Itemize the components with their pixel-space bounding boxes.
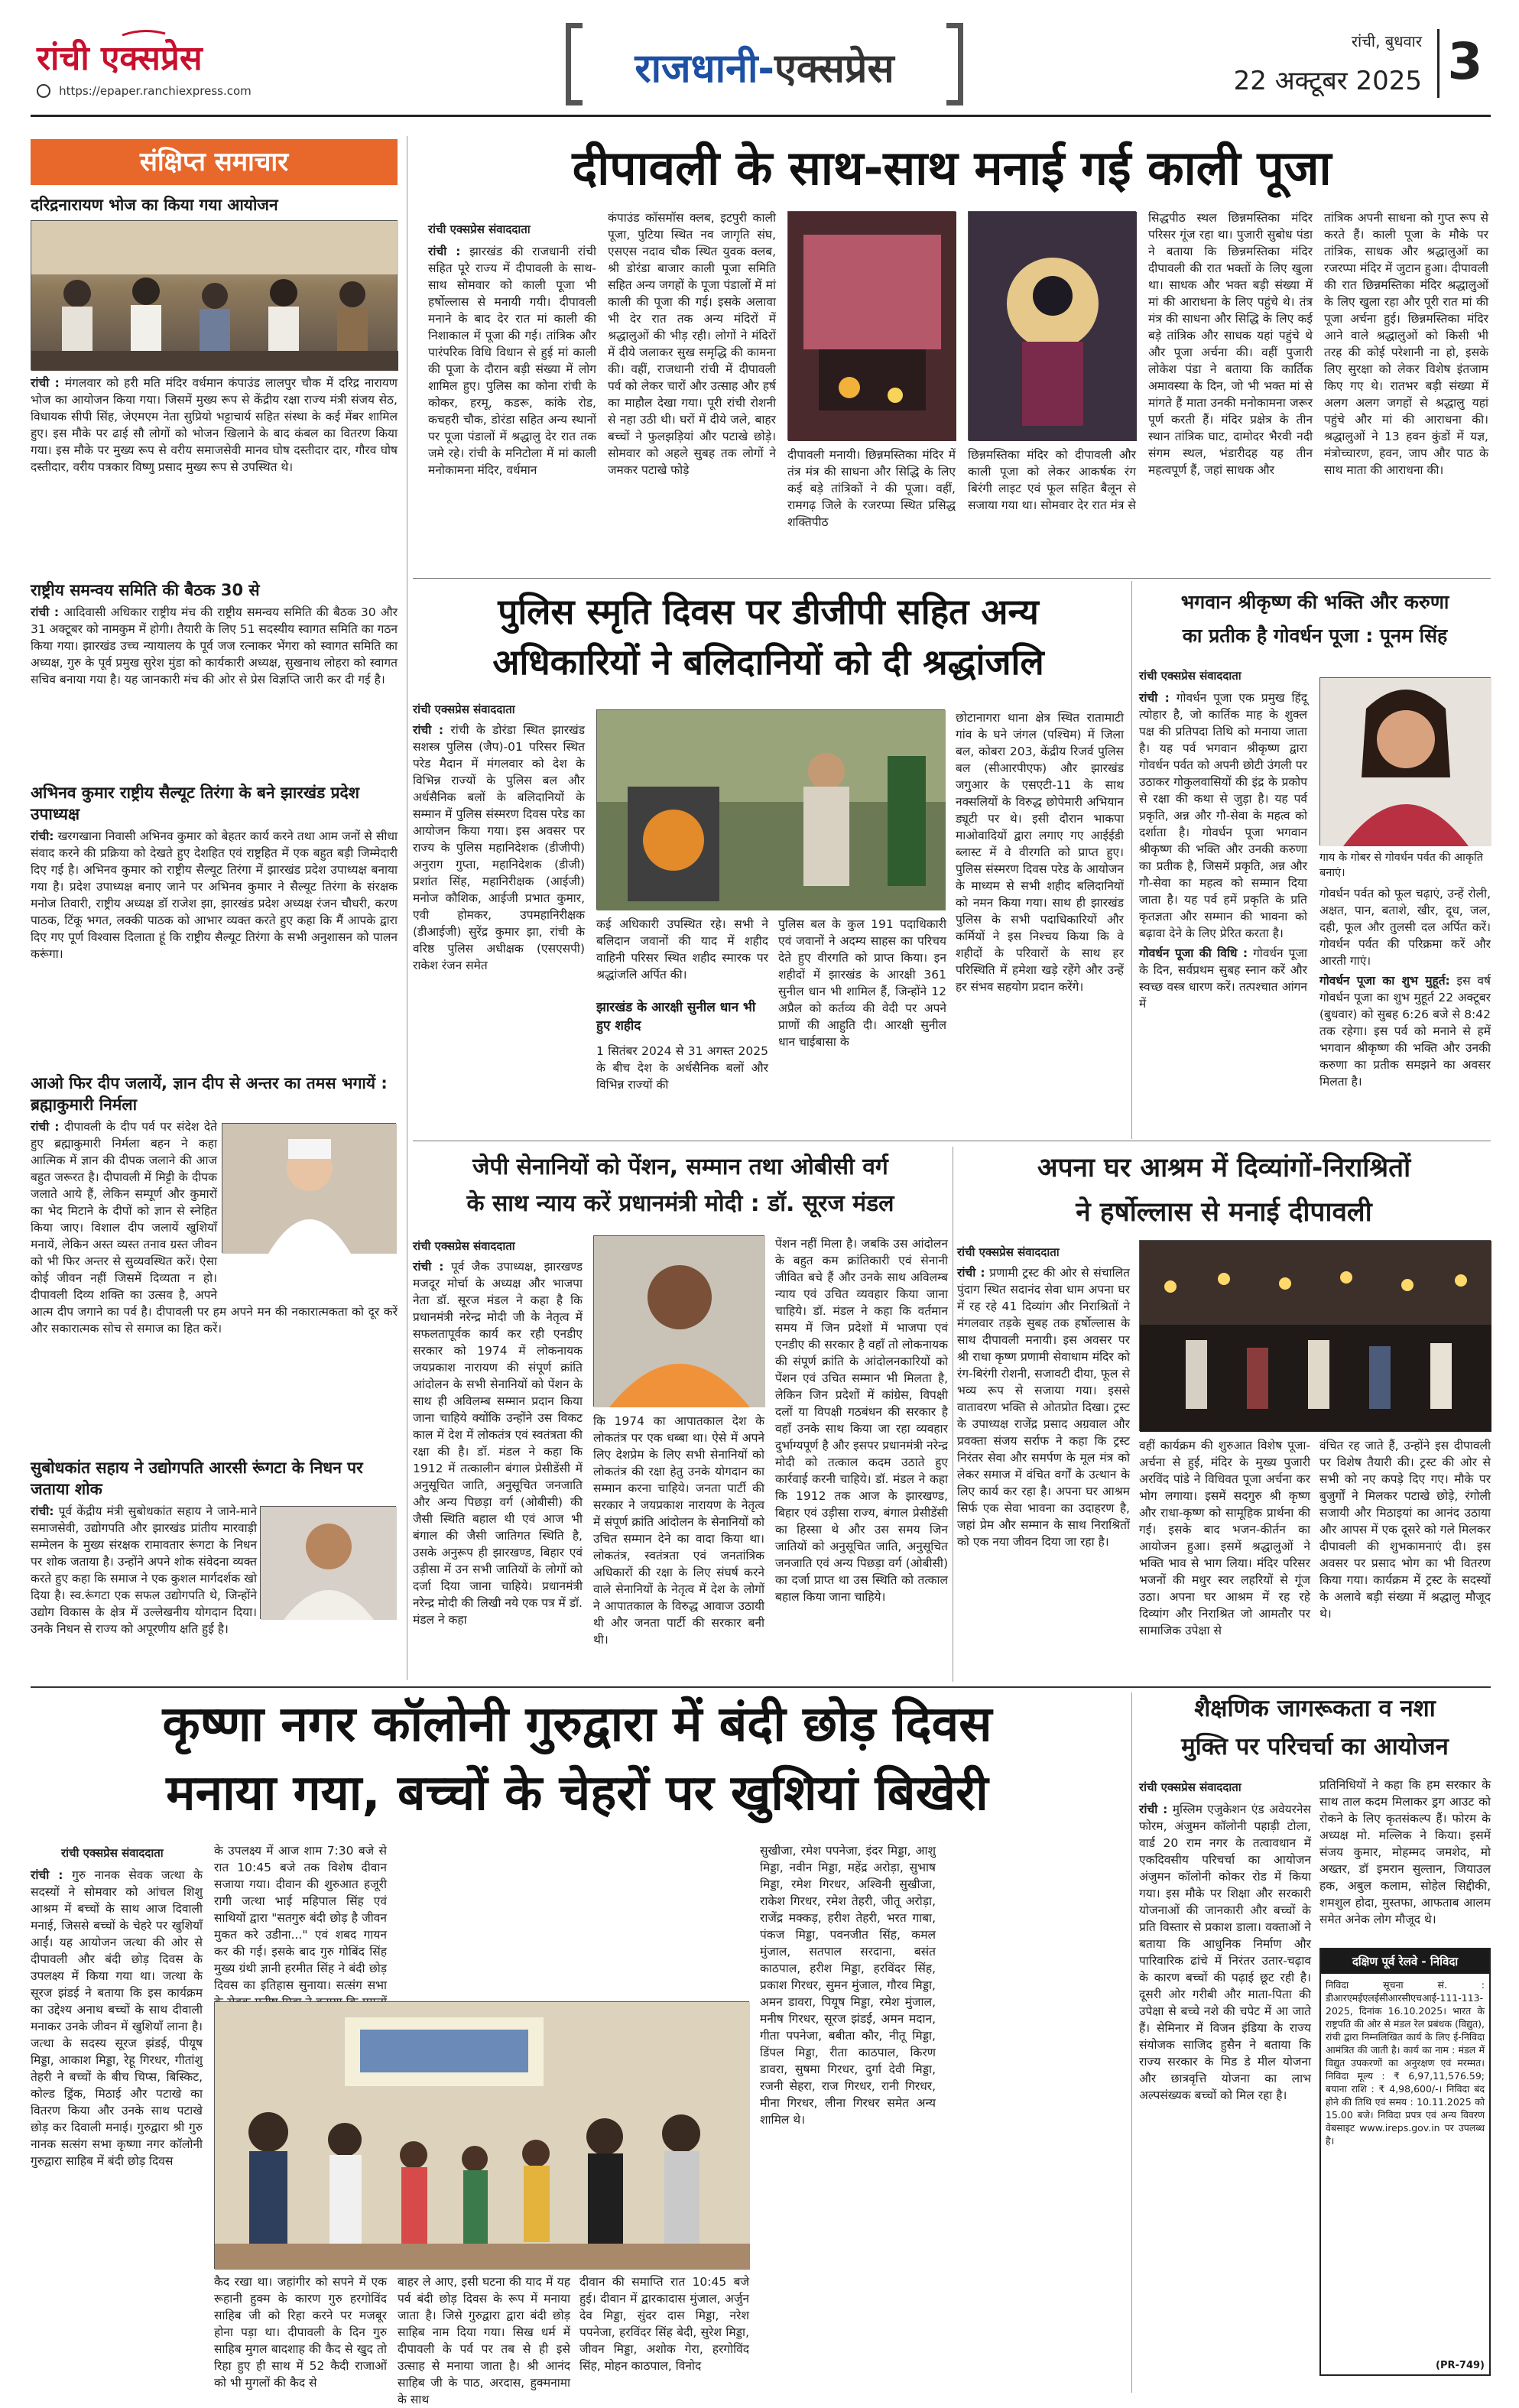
police-photo <box>596 709 945 910</box>
wreath-ceremony-photo-icon <box>597 710 946 910</box>
diwali-night-photo-icon <box>1140 1241 1491 1432</box>
gurudwara-text-1: गुरु नानक सेवक जत्था के सदस्यों ने सोमवार को आंचल शिशु आश्रम में बच्चों के साथ आज दिवाली मनाई, जिससे बच्चों के चेहरे पर खुशियाँ आईं। यह आयोजन जत्था की ओर से दीपावली और बंदी छोड़ दिवस के उपलक्ष्य में किया गया था। जत्था के सूरज झंडई ने बताया कि इस कार्यक्रम का उद्देश्य अनाथ बच्चों के साथ दीवाली मनाकर उनके जीवन में खुशियाँ लाना है। जत्था के सदस्य सूरज झंडई, पीयूष मिड्डा, आकाश मिड्डा, रेहू गिरधर, गीतांशु तेहरी ने बच्चों के बीच चिप्स, बिस्किट, कोल्ड ड्रिंक, मिठाई और पटाखे का वितरण किया और उनके साथ पटाखे छोड़ कर दिवाली मनाई। गुरुद्वारा श्री गुरु नानक सत्संग सभा कृष्णा नगर कॉलोनी गुरुद्वारा साहिब में बंदी छोड़ दिवस <box>31 1868 203 2168</box>
briefs-column <box>31 136 398 1680</box>
govardhan-text-1: गोवर्धन पूजा एक प्रमुख हिंदू त्योहार है, जो कार्तिक माह के शुक्ल पक्ष की प्रतिपदा तिथि को मनाया जाता है। यह पर्व भगवान श्रीकृष्ण द्वारा गोवर्धन पर्वत को अपनी छोटी उंगली पर उठाकर गोकुलवासियों की इंद्र के प्रकोप से रक्षा की कथा से जुड़ा है। यह पर्व प्रकृति, अन्न और गौ-सेवा के महत्व को दर्शाता है। गोवर्धन पूजा भगवान श्रीकृष्ण की भक्ति और उनकी करुणा का प्रतीक है, जिसमें प्रकृति, अन्न और गौ-सेवा का महत्व को सम्मान दिया जाता है। यह पर्व हमें प्रकृति के प्रति कृतज्ञता और सम्मान की भावना को बढ़ावा देने के लिए प्रेरित करता है। <box>1139 691 1307 940</box>
kali-col-4 <box>968 446 1136 572</box>
police-col-1 <box>413 722 585 1138</box>
gurudwara-headline-1: कृष्णा नगर कॉलोनी गुरुद्वारा में बंदी छोड़ दिवस <box>162 1696 992 1753</box>
edu-text-2: प्रतिनिधियों ने कहा कि हम सरकार के साथ ताल कदम मिलाकर ड्रग आउट को रोकने के लिए कृतसंकल्प हैं। फोरम के अध्यक्ष मो. मल्लिक ने किया। इसमें संजय कुमार, मोहम्मद जमशेद, मो अख्तर, डॉ इमरान सुल्तान, जियाउल हक, अबुल कलाम, सोहेल सिद्दीकी, शमशुल होदा, मुस्तफा, आफताब आलम समेत अनेक लोग मौजूद थे। <box>1319 1778 1491 1926</box>
govardhan-subhead-2: गोवर्धन पूजा का शुभ मुहूर्त: <box>1319 974 1450 988</box>
masthead-rule <box>31 115 1491 117</box>
gurudwara-text-3: बाहर ले आए, इसी घटना की याद में यह पर्व बंदी छोड़ दिवस के रूप में मनाया जाता है। जिसे गुरुद्वारा द्वारा बंदी छोड़ साहिब नाम दिया गया। सिख धर्म में दीपावली के पर्व पर तब से ही इसे उत्साह से मनाया जाता है। श्री आनंद साहिब जी के पाठ, अरदास, हुक्मनामा के साथ <box>398 2275 570 2406</box>
dateline: रांची : <box>1139 691 1170 705</box>
dateline: रांची: <box>31 829 54 843</box>
kali-photo-2 <box>968 211 1136 440</box>
right-bracket <box>946 23 963 105</box>
police-headline-1: पुलिस स्मृति दिवस पर डीजीपी सहित अन्य <box>498 591 1039 632</box>
byline: रांची एक्सप्रेस संवाददाता <box>957 1245 1060 1259</box>
brief-item <box>31 579 398 688</box>
gurudwara-col-2b <box>214 2273 387 2393</box>
tender-body: निविदा सूचना सं. : डीआरएमईएलईसीआरसीएचआई-111-113-2025, दिनांक 16.10.2025। भारत के राष्ट्रपति की ओर से मंडल रेल प्रबंधक (विद्युत), रांची द्वारा निम्नलिखित कार्य के लिए ई-निविदा आमंत्रित की जाती है। कार्य का नाम : मंडल में विद्युत उपकरणों का अनुरक्षण एवं मरम्मत। निविदा मूल्य : ₹ 6,97,11,576.59; बयाना राशि : ₹ 4,98,600/-। निविदा बंद होने की तिथि एवं समय : 10.11.2025 को 15.00 बजे। निविदा प्रपत्र एवं अन्य विवरण वेबसाइट www.ireps.gov.in पर उपलब्ध है। <box>1326 1979 1485 2147</box>
ashram-col-2 <box>1139 1437 1310 1677</box>
issue-date: 22 अक्टूबर 2025 <box>1233 66 1422 96</box>
jp-headline-2: के साथ न्याय करें प्रधानमंत्री मोदी : डॉ. सूरज मंडल <box>466 1190 894 1217</box>
dateline: रांची : <box>1139 1803 1168 1816</box>
kali-col-5 <box>1148 209 1313 572</box>
kali-text-1: झारखंड की राजधानी रांची सहित पूरे राज्य में दीपावली के साथ-साथ सोमवार को काली पूजा भी हर्षोल्लास से मनायी गयी। दीपावली मनाने के बाद देर रात मां काली की निशाकाल में पूजा की गई। तांत्रिक और पारंपरिक विधि विधान से हुई मां काली की पूजा के दौरान बड़ी संख्या में लोग शामिल हुए। पुलिस का कोना रांची के कोकर, हरमू, कडरू, कांके रोड, कचहरी चौक, डोरंडा सहित अन्य स्थानों पर पूजा पंडालों में श्रद्धालु देर रात तक जमे रहे। रांची के मनिटोला में मां काली मनोकामना मंदिर, वर्धमान <box>428 245 596 477</box>
police-headline-2: अधिकारियों ने बलिदानियों को दी श्रद्धांजलि <box>492 641 1044 683</box>
govardhan-headline-1: भगवान श्रीकृष्ण की भक्ति और करुणा <box>1180 591 1449 613</box>
police-text-2b: 1 सितंबर 2024 से 31 अगस्त 2025 के बीच देश के अर्धसैनिक बलों और विभिन्न राज्यों की <box>596 1044 768 1092</box>
jp-text-1: पूर्व जैक उपाध्यक्ष, झारखण्ड मजदूर मोर्चा के अध्यक्ष और भाजपा नेता डॉ. सूरज मंडल ने कहा है कि प्रधानमंत्री नरेन्द्र मोदी जी के नेतृत्व में सफलतापूर्वक कार्य कर रही एनडीए सरकार को 1974 में लोकनायक जयप्रकाश नारायण की संपूर्ण क्रांति आंदोलन के सभी सेनानियों को पेंशन के साथ ही अविलम्ब सम्मान प्रदान किया जाना चाहिये क्योंकि उन्होंने उस विकट काल में देश में लोकतंत्र एवं स्वतंत्रता की रक्षा की है। डॉ. मंडल ने कहा कि 1912 में तत्कालीन बंगाल प्रेसीडेंसी में अनुसूचित जाति, अनुसूचित जनजाति और अन्य पिछड़ा वर्ग (ओबीसी) की जैसी स्थिति बहाल थी एवं आज भी बंगाल की जैसी जातिगत स्थिति है, उसके अनुरूप ही झारखण्ड, बिहार एवं उड़ीसा में उन सभी जातियों के लोगों को दर्जा दिया जाना चाहिये। प्रधानमंत्री नरेन्द्र मोदी की लिखी नये एक पत्र में डॉ. मंडल ने कहा <box>413 1260 583 1627</box>
dateline: रांची : <box>413 723 444 737</box>
jp-text-3: पेंशन नहीं मिला है। जबकि उस आंदोलन के बहुत कम क्रांतिकारी एवं सेनानी जीवित बचे हैं और उनके साथ अविलम्ब न्याय एवं उचित व्यवहार किया जाना चाहिये। डॉ. मंडल ने कहा कि वर्तमान समय में जिन प्रदेशों में भाजपा एवं एनडीए की सरकार है वहाँ तो लोकनायक की संपूर्ण क्रांति के आंदोलनकारियों को पेंशन एवं उचित सम्मान भी मिलता है, लेकिन जिन प्रदेशों में कांग्रेस, विपक्षी दलों या विपक्षी गठबंधन की सरकार है वहाँ उनके साथ किया जा रहा व्यवहार दुर्भाग्यपूर्ण है और इसपर प्रधानमंत्री नरेन्द्र मोदी को तत्काल कदम उठाते हुए कार्रवाई करनी चाहिये। डॉ. मंडल ने कहा कि 1912 तक आज के झारखण्ड, बिहार एवं उड़ीसा राज्य, बंगाल प्रेसीडेंसी का हिस्सा थे और उस समय जिन जातियों को अनुसूचित जाति, अनुसूचित जनजाति एवं अन्य पिछड़ा वर्ग (ओबीसी) का दर्जा प्राप्त था उस स्थिति को तत्काल बहाल किया जाना चाहिये। <box>775 1237 948 1604</box>
gurudwara-col-1 <box>31 1867 203 2393</box>
gurudwara-text-4: दीवान की समाप्ति रात 10:45 बजे हुई। दीवान में द्वारकादास मुंजाल, अर्जुन देव मिड्डा, सुंदर दास मिड्डा, नरेश पपनेजा, हरविंदर सिंह बेदी, सुरेश मिड्डा, जीवन मिड्डा, अशोक गेरा, हरगोविंद सिंह, मोहन काठपाल, विनोद <box>579 2275 749 2373</box>
briefs-header: संक्षिप्त समाचार <box>31 139 398 185</box>
brief-item <box>31 194 398 475</box>
left-bracket <box>566 23 583 105</box>
ashram-text-3: वंचित रह जाते हैं, उन्होंने इस दीपावली पर विशेष तैयारी की। ट्रस्ट की ओर से सभी को नए कपड़े दिए गए। मौके पर बुजुर्गों ने मिलकर पटाखे छोड़े, रंगोली सजायी और मिठाइयां का आनंद उठाया और आपस में एक दूसरे को गले मिलकर दीपावली की शुभकामनाएं दी। इस अवसर पर प्रसाद भोग का भी वितरण किया गया। कार्यक्रम में ट्रस्ट के सदस्यों के अलावे बड़ी संख्या में श्रद्धालु मौजूद थे। <box>1319 1439 1491 1621</box>
edu-text-1: मुस्लिम एजुकेशन एंड अवेयरनेस फोरम, अंजुमन कॉलोनी पहाड़ी टोला, वार्ड 20 राम नगर के तत्वावधान में एकदिवसीय परिचर्चा का आयोजन अंजुमन कॉलोनी कोकर रोड में किया गया। इस मौके पर शिक्षा और सरकारी योजनाओं की जानकारी और बच्चों के प्रति विस्तार से प्रकाश डाला। वक्ताओं ने बताया कि आधुनिक निर्माण और पारिवारिक ढांचे में निरंतर उतार-चढ़ाव के कारण बच्चों की पढ़ाई छूट रही है। दूसरी ओर गरीबी और माता-पिता की उपेक्षा से बच्चे नशे की चपेट में आ जाते हैं। सेमिनार में विजन इंडिया के राज्य संयोजक साजिद हुसैन ने बताया कि राज्य सरकार के मिड डे मील योजना और छात्रवृत्ति योजना का लाभ अल्पसंख्यक बच्चों को मिल रहा है। <box>1139 1803 1311 2102</box>
police-text-1: रांची के डोरंडा स्थित झारखंड सशस्त्र पुलिस (जैप)-01 परिसर स्थित परेड मैदान में मंगलवार को देश के विभिन्न राज्यों के पुलिस बल और अर्धसैनिक बलों के बलिदानियों के सम्मान में पुलिस संस्मरण दिवस परेड का आयोजन किया गया। इस अवसर पर राज्य के पुलिस महानिदेशक (डीजीपी) अनुराग गुप्ता, महानिदेशक (डीजी) प्रशांत सिंह, महानिरीक्षक (आईजी) मनोज कौशिक, आईजी प्रभात कुमार, एवी होमकर, उपमहानिरीक्षक (डीआईजी) सुरेंद्र कुमार झा, रांची के वरिष्ठ पुलिस अधीक्षक (एसएसपी) राकेश रंजन समेत <box>413 723 586 972</box>
police-col-4 <box>956 709 1124 1138</box>
ashram-col-3 <box>1319 1437 1491 1677</box>
section-title <box>589 40 940 94</box>
section-rule <box>413 578 1491 579</box>
section-title-part1: राजधानी- <box>635 46 774 92</box>
jp-text-2a: कि 1974 का आपातकाल देश के लोकतंत्र पर एक धब्बा था। <box>593 1414 764 1445</box>
kali-puja-story <box>413 138 1491 573</box>
jp-story <box>413 1147 948 1682</box>
gurudwara-photo <box>214 2001 749 2269</box>
brief-headline: सुबोधकांत सहाय ने उद्योगपति आरसी रूंगटा के निधन पर जताया शोक <box>31 1459 363 1498</box>
ashram-text-1: प्रणामी ट्रस्ट की ओर से संचालित पुंदाग स्थित सदानंद सेवा धाम अपना घर में रह रहे 41 दिव्यांग और निराश्रितों ने मंगलवार तड़के सुबह तक हर्षोल्लास के साथ दीपावली मनायी। इस अवसर पर श्री राधा कृष्ण प्रणामी सेवाधाम मंदिर को रंग-बिरंगी रोशनी, सजावटी दीया, फूल से भव्य रूप से सजाया गया। इससे वातावरण भक्ति से ओतप्रोत दिखा। ट्रस्ट के उपाध्यक्ष राजेंद्र प्रसाद अग्रवाल और प्रवक्ता संजय सर्राफ ने कहा कि ट्रस्ट निरंतर सेवा और समर्पण के मूल मंत्र को लेकर समाज में वंचित वर्गों के उत्थान के लिए कार्य कर रहा है। अपना घर आश्रम सिर्फ एक सेवा भावना का उदाहरण है, जहां प्रेम और सम्मान के साथ निराश्रितों को एक नया जीवन दिया जा रहा है। <box>957 1266 1130 1549</box>
ashram-col-1 <box>957 1264 1130 1677</box>
suraj-mandal-photo <box>593 1235 764 1407</box>
ashram-headline-1: अपना घर आश्रम में दिव्यांगों-निराश्रितों <box>1037 1153 1411 1183</box>
brief-item <box>31 1457 398 1637</box>
gurudwara-text-2b: कैद रखा था। जहांगीर को सपने में एक रूहानी हुक्म के कारण गुरु हरगोविंद साहिब जी को रिहा करने पर मजबूर होना पड़ा था। दीपावली के दिन गुरु साहिब मुगल बादशाह की कैद से खुद तो रिहा हुए ही साथ में 52 कैदी राजाओं को भी मुगलों की कैद से <box>214 2275 387 2390</box>
ashram-photo <box>1139 1240 1491 1431</box>
brief-headline: आओ फिर दीप जलायें, ज्ञान दीप से अन्तर का तमस भगायें : ब्रह्माकुमारी निर्मला <box>31 1074 388 1114</box>
jp-headline-1: जेपी सेनानियों को पेंशन, सम्मान तथा ओबीसी वर्ग <box>472 1154 888 1180</box>
bhoj-photo <box>31 220 398 370</box>
kali-text-2: कंपाउंड कॉसमॉस क्लब, इटपुरी काली पूजा, पुटिया स्थित नव जागृति संघ, एसएस नदाव चौक स्थित युवक क्लब, श्री डोरंडा बाजार काली पूजा समिति सहित अन्य जगहों के पूजा पंडालों में मां काली की पूजा की गई। इसके अलावा भी देर रात तक अन्य मंदिरों में श्रद्धालुओं की भीड़ रही। लोगों ने मंदिरों में दीये जलाकर सुख समृद्धि की कामना की। वहीं, राजधानी रांची में दीपावली पर्व को लेकर चारों और उत्साह और हर्ष का माहौल देखा गया। पूरी रांची रोशनी से नहा उठी थी। घरों में दीये जले, बाहर बच्चों ने फुलझड़ियां और पटाखे छोड़े। सोमवार को अहले सुबह तक लोगों ने जमकर पटाखे फोड़े <box>608 211 776 477</box>
kali-col-3 <box>787 446 956 572</box>
jp-col-3 <box>775 1235 948 1682</box>
portrait-photo-icon <box>261 1507 397 1620</box>
dateline: रांची : <box>31 1868 63 1882</box>
brief-body: दीपावली के दीप पर्व पर संदेश देते हुए ब्रह्माकुमारी निर्मला बहन ने कहा आत्मिक में ज्ञान की दीपक जलाने की आज बहुत जरूरत है। दीपावली में मिट्टी के दीपक जलाते आये हैं, लेकिन सम्पूर्ण और कुमारों का भेद मिटाने के दीपों को ज्ञान से स्नेहित किया जाए। विशाल दीप जलायें खुशियाँ मनायें, लेकिन अस्त व्यस्त तनाव ग्रस्त जीवन को भी फिर अन्तर से सुव्यवस्थित करें। ऐसा कोई जीवन नहीं जिसमें दिव्यता न हो। दीपावली दिव्य शक्ति का उत्सव है, अपने आत्म दीप जगाने का पर्व है। दीपावली पर हम अपने मन की नकारात्मकता को दूर करें और सकारात्मक सोच से समाज का हित करें। <box>31 1120 398 1335</box>
woman-portrait-photo-icon <box>1320 678 1491 846</box>
section-title-part2: एक्सप्रेस <box>774 46 894 92</box>
tender-code: (PR-749) <box>1436 2360 1485 2371</box>
brief-item <box>31 1073 398 1337</box>
dateline: रांची : <box>31 1120 60 1134</box>
police-col-3 <box>778 916 946 1138</box>
people-photo-icon <box>31 221 398 371</box>
jp-col-1 <box>413 1258 583 1682</box>
govardhan-photo-caption: गाय के गोबर से गोवर्धन पर्वत की आकृति बनाएं। <box>1319 852 1484 879</box>
page-number: 3 <box>1437 29 1491 98</box>
kali-headline: दीपावली के साथ-साथ मनाई गई काली पूजा <box>572 140 1332 196</box>
idol-photo-icon <box>969 212 1137 441</box>
govardhan-col-2 <box>1319 885 1491 1139</box>
byline: रांची एक्सप्रेस संवाददाता <box>428 222 531 236</box>
kali-photo-1 <box>787 211 956 440</box>
byline: रांची एक्सप्रेस संवाददाता <box>413 703 515 716</box>
man-portrait-photo-icon <box>594 1236 765 1407</box>
govardhan-col-1 <box>1139 690 1307 1139</box>
govardhan-headline-2: का प्रतीक है गोवर्धन पूजा : पूनम सिंह <box>1182 625 1448 647</box>
ashram-headline-2: ने हर्षोल्लास से मनाई दीपावली <box>1076 1197 1372 1228</box>
govardhan-text-2: गोवर्धन पूजा के दिन, सर्वप्रथम सुबह स्नान करें और स्वच्छ वस्त्र धारण करें। तत्पश्चात आंगन में <box>1139 946 1307 1011</box>
kali-text-4: छिन्नमस्तिका मंदिर को दीपावली और काली पूजा को लेकर आकर्षक रंग बिरंगी लाइट एवं फूल सहित बैलून से सजाया गया था। सोमवार देर रात मंत्र से <box>968 448 1136 512</box>
byline: रांची एक्सप्रेस संवाददाता <box>61 1846 164 1860</box>
police-col-2b <box>596 1043 768 1138</box>
tender-title: दक्षिण पूर्व रेलवे - निविदा <box>1321 1949 1489 1974</box>
ashram-story <box>957 1150 1491 1685</box>
edu-headline-2: मुक्ति पर परिचर्चा का आयोजन <box>1181 1733 1449 1761</box>
brief-item <box>31 782 398 962</box>
url-bar[interactable] <box>37 83 327 101</box>
dateline: रांची : <box>957 1266 985 1280</box>
gurudwara-headline-2: मनाया गया, बच्चों के चेहरों पर खुशियां बिखेरी <box>166 1765 988 1822</box>
govardhan-text-4: इस वर्ष गोवर्धन पूजा का शुभ मुहूर्त 22 अक्टूबर (बुधवार) को सुबह 6:26 बजे से 8:42 तक रहेगा। इस पर्व को मनाने से हमें भगवान श्रीकृष्ण की भक्ति और उनकी करुणा का प्रतीक समझने का अवसर मिलता है। <box>1319 974 1491 1089</box>
subodhkant-photo <box>260 1506 396 1619</box>
byline: रांची एक्सप्रेस संवाददाता <box>413 1239 515 1253</box>
kali-text-5: सिद्धपीठ स्थल छिन्नमस्तिका मंदिर परिसर गूंज रहा था। पुजारी सुबोध पंडा ने बताया कि छिन्नमस्तिका मंदिर दीपावली की रात भक्तों के लिए खुला था। साधक और भक्त बड़ी संख्या में मां की आराधना के लिए पहुंचे थे। तंत्र मंत्र की साधना और सिद्धि के लिए कई बड़े तांत्रिक और साधक यहां पहुंचे थे और पूजा अर्चना की। वहीं पुजारी लोकेश पंडा ने बताया कि कार्तिक अमावस्या के दिन, जो भी भक्त मां से मांगते हैं माता उनकी मनोकामना जरूर पूर्ण करती हैं। मंदिर प्रक्षेत्र के तीन स्थान तांत्रिक घाट, दामोदर भैरवी नदी संगम स्थल, भंडारीदह यह तीन महत्वपूर्ण हैं, जहां साधक और <box>1148 211 1313 477</box>
kali-col-1 <box>428 243 596 572</box>
gurudwara-text-5: सुखीजा, रमेश पपनेजा, इंदर मिड्डा, आशु मिड्डा, नवीन मिड्डा, महेंद्र अरोड़ा, सुभाष मिड्डा, रमेश गिरधर, अश्विनी सुखीजा, राकेश गिरधर, रमेश तेहरी, जीतू अरोड़ा, राजेंद्र मक्कड़, हरीश तेहरी, भरत गाबा, पंकज मिड्डा, पवनजीत सिंह, कमल मुंजाल, सतपाल सरदाना, बसंत काठपाल, हरीश मिड्डा, हरविंदर सिंह, प्रकाश गिरधर, सुमन मुंजाल, गौरव मिड्डा, अमन डावरा, पियूष मिड्डा, रमेश मुंजाल, मनीष गिरधर, सूरज झंडई, अमन मदान, गीता पपनेजा, बबीता कौर, नीतू मिड्डा, डिंपल मिड्डा, रीता काठपाल, किरण डावरा, सुषमा गिरधर, दुर्गा देवी मिड्डा, रजनी सेहरा, राज गिरधर, रानी गिरधर, मीना गिरधर, लीना गिरधर समेत अन्य शामिल थे। <box>760 1844 936 2127</box>
kali-col-2 <box>608 209 776 572</box>
govardhan-story <box>1139 589 1491 1139</box>
dateline: रांची : <box>413 1260 444 1274</box>
brief-headline: राष्ट्रीय समन्वय समिति की बैठक 30 से <box>31 581 260 599</box>
kali-text-6: तांत्रिक अपनी साधना को गुप्त रूप से करते हैं। काली पूजा के मौके पर तांत्रिक, साधक और श्रद्धालुओं का रजरप्पा मंदिर में जुटान हुआ। दीपावली की रात छिन्नमस्तिका मंदिर श्रद्धालुओं के लिए खुला रहा और पूरी रात मां की पूजा अर्चना हुई। छिन्नमस्तिका मंदिर आने वाले श्रद्धालुओं को किसी भी तरह की कोई परेशानी ना हो, इसके लिए सुरक्षा को लेकर विशेष इंतजाम किए गए थे। रातभर बड़ी संख्या में अलग अलग जगहों से श्रद्धालु यहां पहुंचे और मां की आराधना की। श्रद्धालुओं ने 13 हवन कुंडों में यज्ञ, मंत्रोच्चारण, हवन, जाप और पाठ के साथ माता की आराधना की। <box>1324 211 1488 477</box>
edu-headline-1: शैक्षणिक जागरूकता व नशा <box>1194 1695 1436 1722</box>
byline: रांची एक्सप्रेस संवाददाता <box>1139 1780 1241 1794</box>
police-text-2a: कई अधिकारी उपस्थित रहे। सभी ने बलिदान जवानों की याद में शहीद वाहिनी परिसर स्थित शहीद स्मारक पर श्रद्धांजलि अर्पित की। <box>596 917 768 982</box>
brief-body: पूर्व केंद्रीय मंत्री सुबोधकांत सहाय ने जाने-माने समाजसेवी, उद्योगपति और झारखंड प्रांतीय मारवाड़ी सम्मेलन के मुख्य संरक्षक रामावतार रूंगटा के निधन पर शोक जताया है। उन्होंने अपने शोक संवेदना व्यक्त करते हुए कहा कि समाज ने एक कुशल मार्गदर्शक खो दिया है। स्व.रूंगटा एक सफल उद्योगपति थे, जिन्होंने उद्योग विकास के क्षेत्र में उल्लेखनीय योगदान दिया। उनके निधन से राज्य को अपूरणीय क्षति हुई है। <box>31 1504 257 1636</box>
group-photo-icon <box>215 2002 750 2270</box>
gurudwara-text-2: के उपलक्ष्य में आज शाम 7:30 बजे से रात 10:45 बजे तक विशेष दीवान सजाया गया। दीवान की शुरुआत हजूरी रागी जत्था भाई महिपाल सिंह एवं साथियों द्वारा "सतगुरु बंदी छोड़ है जीवन मुकत करे उडीना..." एवं शबद गायन कर की गई। इसके बाद गुरु गोबिंद सिंह मुख्य ग्रंथी ज्ञानी हरमीत सिंह ने बंदी छोड़ दिवस का इतिहास सुनाया। सत्संग सभा <box>214 1844 387 1992</box>
date-block <box>1223 31 1422 115</box>
section-title-box <box>566 23 963 107</box>
govardhan-subhead-1: गोवर्धन पूजा की विधि : <box>1139 946 1248 960</box>
dateline: रांची : <box>428 245 461 258</box>
police-text-3: पुलिस बल के कुल 191 पदाधिकारी एवं जवानों ने अदम्य साहस का परिचय देते हुए वीरगति को प्राप्त किया। इन शहीदों में झारखंड के आरक्षी 361 सुनील धान भी शामिल हैं, जिन्होंने 12 अप्रैल को कर्तव्य की वेदी पर अपने प्राणों की आहुति दी। आरक्षी सुनील धान चाईबासा के <box>778 917 946 1049</box>
logo-text: रांची एक्सप्रेस <box>37 39 203 78</box>
nirmala-photo <box>222 1123 396 1253</box>
tender-box <box>1319 1948 1491 2376</box>
brief-headline: अभिनव कुमार राष्ट्रीय सैल्यूट तिरंगा के बने झारखंड प्रदेश उपाध्यक्ष <box>31 784 359 823</box>
dateline: रांची: <box>31 1504 54 1518</box>
gurudwara-col-2 <box>214 1842 387 1995</box>
ashram-text-2: वहीं कार्यक्रम की शुरुआत विशेष पूजा-अर्चना से हुई, मंदिर के मुख्य पुजारी अरविंद पांडे ने विधिवत पूजा अर्चना कर भोग लगाया। इसमें सदगुरु श्री कृष्ण और राधा-कृष्ण को सामूहिक प्रार्थना की गई। इसके बाद भजन-कीर्तन का आयोजन हुआ। इसमें श्रद्धालुओं ने भक्ति भाव से भाग लिया। मंदिर परिसर भजनों की मधुर स्वर लहरियों से गूंज उठा। अपना घर आश्रम में रह रहे दिव्यांग और निराश्रित जो आमतौर पर सामाजिक उपेक्षा से <box>1139 1439 1310 1637</box>
brief-body: खरगखाना निवासी अभिनव कुमार को बेहतर कार्य करने तथा आम जनों से सीधा संवाद करने की प्रक्रिया को देखते हुए देशहित एवं राष्ट्रहित में एक बहुत बड़ी जिम्मेदारी दिए गई है। अभिनव कुमार को राष्ट्रीय सैल्यूट तिरंगा में झारखंड प्रदेश उपाध्यक्ष बनाया गया है। प्रदेश उपाध्यक्ष बनाए जाने पर अभिनव कुमार ने सैल्यूट तिरंगा के संरक्षक मनोज तिवारी, राष्ट्रीय अध्यक्ष डॉ राजेश झा, झारखंड प्रदेश अध्यक्ष रंजन चौधरी, करण पाठक, टिंकू भगत, लक्की पाठक को आभार व्यक्त करते हुए कहा कि मैं आपके द्वारा दिए गए पूर्ण विश्वास दिलाता हूं कि राष्ट्रीय सैल्यूट तिरंगा के सभी अनुशासन को पालन करूंगा। <box>31 829 398 961</box>
gurudwara-col-4 <box>579 2273 749 2393</box>
gurudwara-col-3 <box>398 2273 570 2406</box>
masthead <box>0 0 1519 136</box>
police-text-4: छोटानागरा थाना क्षेत्र स्थित रातामाटी गांव के घने जंगल (पश्चिम) में जिला बल, कोबरा 203, केंद्रीय रिजर्व पुलिस बल (सीआरपीएफ) और झारखंड जगुआर के एसएटी-11 के साथ नक्सलियों के विरुद्ध छोपेमारी अभियान ड्यूटी पर थे। इसी दौरान भाकपा माओवादियों द्वारा लगाए गए आईईडी ब्लास्ट में वे वीरगति को प्राप्त हुए। पुलिस संस्मरण दिवस परेड के आयोजन के माध्यम से सभी शहीद बलिदानियों को नमन किया गया। साथ ही झारखंड पुलिस के सभी पदाधिकारियों और कर्मियों ने इस निश्चय किया कि वे शहीदों के परिवारों के साथ हर परिस्थिति में हमेशा खड़े रहेंगे और उन्हें हर संभव सहयोग प्रदान करेंगे। <box>956 711 1124 994</box>
brief-body: आदिवासी अधिकार राष्ट्रीय मंच की राष्ट्रीय समन्वय समिति की बैठक 30 और 31 अक्टूबर को नामकुम में होगी। तैयारी के लिए 51 सदस्यीय स्वागत समिति का गठन किया गया। झारखंड उच्च न्यायालय के पूर्व जज रत्नाकर भेंगरा को स्वागत समिति का अध्यक्ष, गुरु के पूर्व प्रमुख सुरेश मुंडा को कार्यकारी अध्यक्ष, सुखनाथ लोहरा को स्वागत सचिव बनाया गया है। यह जानकारी मंच की ओर से प्रेस विज्ञप्ति जारी कर दी गई है। <box>31 605 398 686</box>
edu-col-1 <box>1139 1801 1311 2229</box>
jp-text-2: ऐसे में अपने लिए देशप्रेम के लिए सभी सेनानियों को लोकतंत्र की रक्षा हेतु उनके योगदान का सम्मान करना चाहिये। जनता पार्टी की सरकार ने जयप्रकाश नारायण के नेतृत्व में संपूर्ण क्रांति आंदोलन के सेनानियों को उचित सम्मान देने का वादा किया था। लोकतंत्र, स्वतंत्रता एवं जनतांत्रिक अधिकारों की रक्षा के लिए संघर्ष करने वाले सेनानियों के नेतृत्व में देश के लोगों ने आपातकाल के विरुद्ध आवाज उठायी थी और जनता पार्टी की सरकार बनी थी। <box>593 1431 764 1647</box>
poonam-photo <box>1319 677 1491 845</box>
masthead-logo[interactable] <box>37 29 304 78</box>
speaker-photo-icon <box>222 1124 397 1254</box>
puja-photo-icon <box>788 212 956 441</box>
govardhan-text-3: गोवर्धन पर्वत को फूल चढ़ाएं, उन्हें रोली, अक्षत, पान, बताशे, खीर, दूध, जल, दही, फूल और तुलसी दल अर्पित करें। गोवर्धन पर्वत की परिक्रमा करें और आरती गाएं। <box>1319 887 1491 968</box>
brief-body: मंगलवार को हरी मति मंदिर वर्धमान कंपाउंड लालपुर चौक में दरिद्र नारायण भोज का आयोजन किया गया। जिसमें मुख्य रूप से केंद्रीय रक्षा राज्य मंत्री संजय सेठ, विधायक सीपी सिंह, जेएमएम नेता सुप्रियो भट्टाचार्य सहित संस्था के कई मेंबर शामिल हुए। इस मौके पर ढाई सौ लोगों को भोजन खिलाने के बाद कंबल का वितरण किया गया। इस मौके पर मुख्य रूप से वरीय समाजसेवी मानव घोष दस्तीदार दार, गौरव घोष दस्तीदार, वरीय पत्रकार विष्णु प्रसाद मुख्य रूप से उपस्थित थे। <box>31 376 398 474</box>
police-story <box>413 581 1124 1139</box>
gurudwara-col-5 <box>760 1842 936 2393</box>
jp-col-2 <box>593 1413 764 1682</box>
kali-col-6 <box>1324 209 1488 572</box>
dateline: रांची : <box>31 605 60 619</box>
globe-icon <box>37 84 50 98</box>
url-text[interactable]: https://epaper.ranchiexpress.com <box>59 83 252 98</box>
city-day: रांची, बुधवार <box>1351 32 1422 50</box>
kali-text-3: दीपावली मनायी। छिन्नमस्तिका मंदिर में तंत्र मंत्र की साधना और सिद्धि के लिए कई बड़े तांत्रिकों ने की पूजा। वहीं, रामगढ़ जिले के रजरप्पा स्थित प्रसिद्ध शक्तिपीठ <box>787 448 956 529</box>
dateline: रांची : <box>31 376 60 390</box>
police-subhead: झारखंड के आरक्षी सुनील धान भी हुए शहीद <box>596 1000 756 1034</box>
byline: रांची एक्सप्रेस संवाददाता <box>1139 669 1241 683</box>
column-rule <box>1131 581 1132 1139</box>
brief-headline: दरिद्रनारायण भोज का किया गया आयोजन <box>31 196 278 214</box>
section-rule <box>31 1686 1491 1688</box>
edu-col-2 <box>1319 1777 1491 1945</box>
police-col-2a <box>596 916 768 992</box>
